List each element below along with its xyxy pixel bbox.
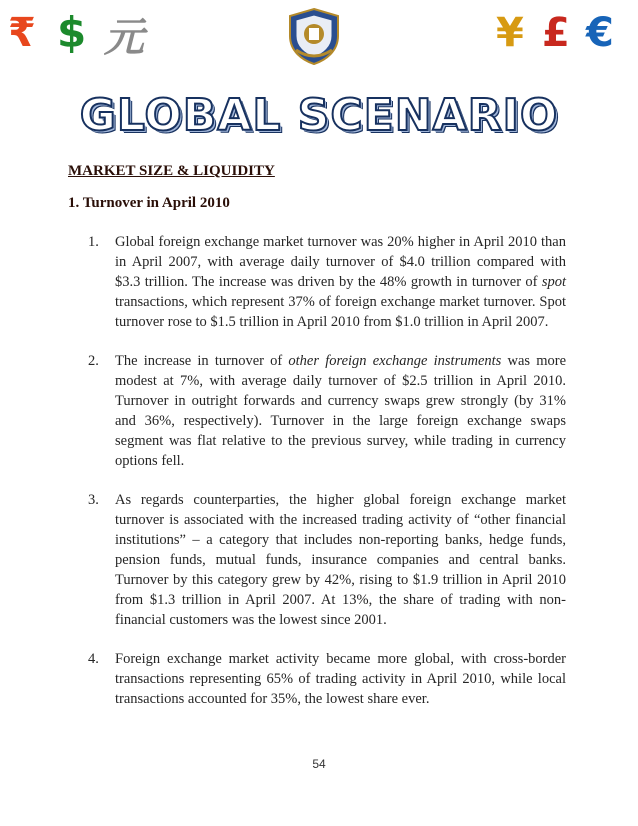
- header-band: [0, 0, 638, 80]
- list-item-text: As regards counterparties, the higher global foreign exchange market turnover is associated with the increased trading activity of “other financial institutions” – a category that includes non-reporting banks, hedge funds, pension funds, mutual funds, insurance companies and central banks. Turnover by this category grew by 42%, rising to $1.9 trillion in April 2010 from $1.3 trillion in April 2007. At 13%, the share of trading with non-financial customers was the lowest since 2001.: [115, 492, 566, 628]
- list-item-text: was more modest at 7%, with average daily turnover of $2.5 trillion in April 2010. Turnover in outright forwards and currency swaps grew strongly (by 31% and 36%, respectively). Turnover in the large foreign exchange swaps segment was flat relative to the previous survey, while trading in currency options fell.: [115, 353, 567, 469]
- list-item: [88, 232, 566, 332]
- list-item-number: 4.: [88, 651, 99, 667]
- list-item-emphasis: spot: [541, 274, 566, 290]
- institution-seal-icon: [284, 6, 344, 66]
- section-title: MARKET SIZE & LIQUIDITY: [68, 163, 275, 179]
- page-number: 54: [312, 757, 326, 771]
- sub-title: 1. Turnover in April 2010: [68, 195, 230, 211]
- list-item: [88, 351, 566, 471]
- list-item-emphasis: other foreign exchange instruments: [288, 353, 502, 369]
- turnover-list: [88, 232, 566, 728]
- pound-icon: £: [542, 10, 570, 56]
- list-item-text: Foreign exchange market activity became more global, with cross-border transactions representing 65% of trading activity in April 2010, while local transactions accounted for 35%, the lowest share ever.: [115, 651, 566, 707]
- list-item-number: 2.: [88, 353, 99, 369]
- list-item-text: transactions, which represent 37% of foreign exchange market turnover. Spot turnover rose to $1.5 trillion in April 2010 from $1.0 trillion in April 2007.: [115, 294, 566, 330]
- list-item-text: Global foreign exchange market turnover was 20% higher in April 2010 than in April 2007, with average daily turnover of $4.0 trillion compared with $3.3 trillion. The increase was driven by the 48% growth in turnover of: [115, 234, 566, 290]
- list-item-number: 1.: [88, 234, 99, 250]
- list-item-number: 3.: [88, 492, 99, 508]
- dollar-icon: $: [57, 8, 87, 57]
- yuan-icon: 元: [104, 15, 144, 61]
- list-item: [88, 490, 566, 630]
- yen-icon: ¥: [496, 10, 524, 56]
- page-title: GLOBAL SCENARIO: [79, 90, 559, 141]
- list-item: [88, 649, 566, 709]
- rupee-icon: ₹: [8, 10, 36, 56]
- list-item-text: The increase in turnover of: [115, 353, 289, 369]
- euro-icon: €: [586, 10, 614, 56]
